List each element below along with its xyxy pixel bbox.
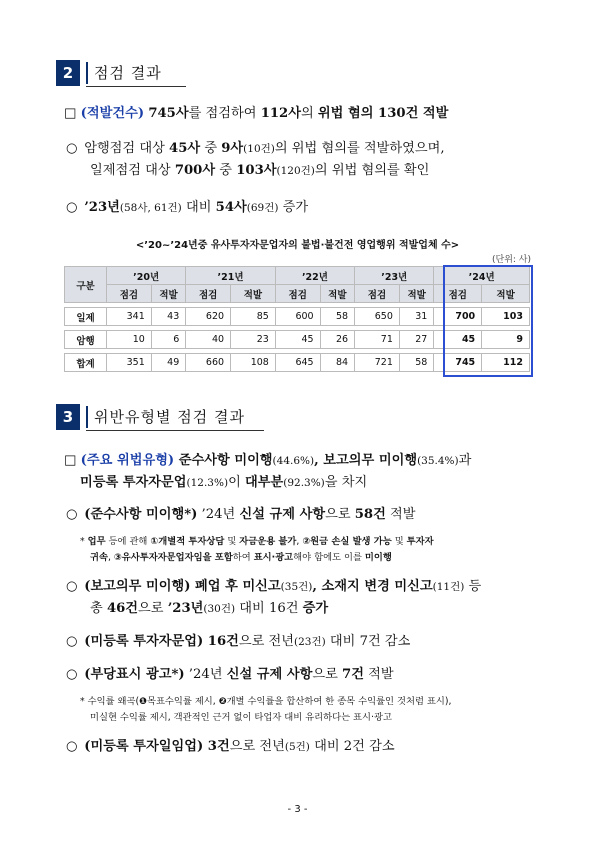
table-cell: 31 [399, 308, 433, 326]
sub-header: 점검 [107, 285, 152, 303]
table-cell: 27 [399, 331, 433, 349]
table-cell: 600 [275, 308, 320, 326]
sub-header: 적발 [320, 285, 354, 303]
footnote: * 업무 등에 관해 ①개별적 투자상담 및 자금운용 불가, ②원금 손실 발생 가능 및 투자자 [80, 536, 434, 547]
list-item: ○ ’23년(58사, 61건) 대비 54사(69건) 증가 [66, 200, 309, 215]
table-cell: 10 [107, 331, 152, 349]
summary-paragraph: □ (적발건수) 745사를 점검하여 112사의 위법 혐의 130건 적발 [64, 106, 449, 121]
table-cell: 620 [186, 308, 231, 326]
table-cell: 45 [275, 331, 320, 349]
table-cell: 112 [482, 354, 530, 372]
section-title: 위반유형별 점검 결과 [94, 408, 245, 426]
divider [86, 406, 88, 428]
sub-header: 적발 [151, 285, 185, 303]
circle-bullet: ○ [66, 667, 78, 682]
table-cell: 49 [151, 354, 185, 372]
sub-header: 점검 [434, 285, 482, 303]
table-cell: 58 [399, 354, 433, 372]
list-item: ○ 암행점검 대상 45사 중 9사(10건)의 위법 혐의를 적발하였으며, [66, 141, 445, 156]
table-cell: 745 [434, 354, 482, 372]
sub-header: 점검 [355, 285, 400, 303]
table-cell: 71 [355, 331, 400, 349]
footnote-continuation: 미실현 수익률 제시, 객관적인 근거 없이 타업자 대비 유리하다는 표시·광고 [90, 712, 392, 723]
table-row [65, 354, 530, 372]
table-unit: (단위: 사) [492, 255, 531, 265]
summary-paragraph: □ (주요 위법유형) 준수사항 미이행(44.6%), 보고의무 미이행(35.4%)과 [64, 453, 472, 468]
table-cell: 351 [107, 354, 152, 372]
table-title: <’20~’24년중 유사투자자문업자의 불법·불건전 영업행위 적발업체 수> [135, 240, 460, 251]
footnote-continuation: 귀속, ③유사투자자문업자임을 포함하여 표시·광고해야 함에도 이를 미이행 [90, 552, 392, 563]
box-bullet: □ [64, 453, 77, 468]
table-cell: 650 [355, 308, 400, 326]
table-cell: 108 [231, 354, 276, 372]
tag: (주요 위법유형) [80, 453, 175, 468]
table-cell: 84 [320, 354, 354, 372]
violations-table [64, 266, 530, 372]
table-cell: 26 [320, 331, 354, 349]
table-cell: 40 [186, 331, 231, 349]
table-cell: 721 [355, 354, 400, 372]
table-cell: 6 [151, 331, 185, 349]
section-3-header [56, 404, 266, 430]
list-item-continuation: 일제점검 대상 700사 중 103사(120건)의 위법 혐의를 확인 [90, 163, 430, 178]
list-item-continuation: 총 46건으로 ’23년(30건) 대비 16건 증가 [90, 601, 329, 616]
list-item: ○ (보고의무 미이행) 폐업 후 미신고(35건), 소재지 변경 미신고(11건) 등 [66, 579, 482, 594]
table-cell: 85 [231, 308, 276, 326]
section-number: 2 [56, 60, 80, 86]
table-row [65, 308, 530, 326]
section-underline [86, 86, 186, 87]
circle-bullet: ○ [66, 579, 78, 594]
table-cell: 9 [482, 331, 530, 349]
table-corner: 구분 [65, 267, 107, 303]
table-cell: 341 [107, 308, 152, 326]
tag: (적발건수) [80, 106, 145, 121]
table-cell: 700 [434, 308, 482, 326]
table-cell: 23 [231, 331, 276, 349]
year-header: ’24년 [434, 267, 530, 285]
box-bullet: □ [64, 106, 77, 121]
circle-bullet: ○ [66, 739, 78, 754]
list-item: ○ (미등록 투자일임업) 3건으로 전년(5건) 대비 2건 감소 [66, 739, 395, 754]
section-title: 점검 결과 [94, 64, 162, 82]
circle-bullet: ○ [66, 141, 78, 156]
summary-paragraph-continuation: 미등록 투자자문업(12.3%)이 대부분(92.3%)을 차지 [80, 475, 368, 490]
circle-bullet: ○ [66, 507, 78, 522]
sub-header: 점검 [275, 285, 320, 303]
table-cell: 645 [275, 354, 320, 372]
section-number: 3 [56, 404, 80, 430]
section-underline [86, 430, 264, 431]
footnote: * 수익률 왜곡(❶목표수익률 제시, ❷개별 수익률을 합산하여 한 종목 수익률인 것처럼 표시), [80, 696, 452, 707]
section-2-header [56, 60, 192, 86]
sub-header: 적발 [482, 285, 530, 303]
row-label: 암행 [65, 331, 107, 349]
table-cell: 660 [186, 354, 231, 372]
sub-header: 점검 [186, 285, 231, 303]
year-header: ’20년 [107, 267, 186, 285]
table-cell: 58 [320, 308, 354, 326]
year-header: ’23년 [355, 267, 434, 285]
row-label: 일제 [65, 308, 107, 326]
year-header: ’21년 [186, 267, 276, 285]
row-label: 합계 [65, 354, 107, 372]
list-item: ○ (준수사항 미이행*) ’24년 신설 규제 사항으로 58건 적발 [66, 507, 416, 522]
sub-header: 적발 [231, 285, 276, 303]
list-item: ○ (부당표시 광고*) ’24년 신설 규제 사항으로 7건 적발 [66, 667, 394, 682]
page-number: - 3 - [287, 804, 308, 815]
circle-bullet: ○ [66, 634, 78, 649]
list-item: ○ (미등록 투자자문업) 16건으로 전년(23건) 대비 7건 감소 [66, 634, 411, 649]
sub-header: 적발 [399, 285, 433, 303]
table-cell: 43 [151, 308, 185, 326]
table-cell: 45 [434, 331, 482, 349]
year-header: ’22년 [275, 267, 354, 285]
divider [86, 62, 88, 84]
table-cell: 103 [482, 308, 530, 326]
table-row [65, 331, 530, 349]
circle-bullet: ○ [66, 200, 78, 215]
